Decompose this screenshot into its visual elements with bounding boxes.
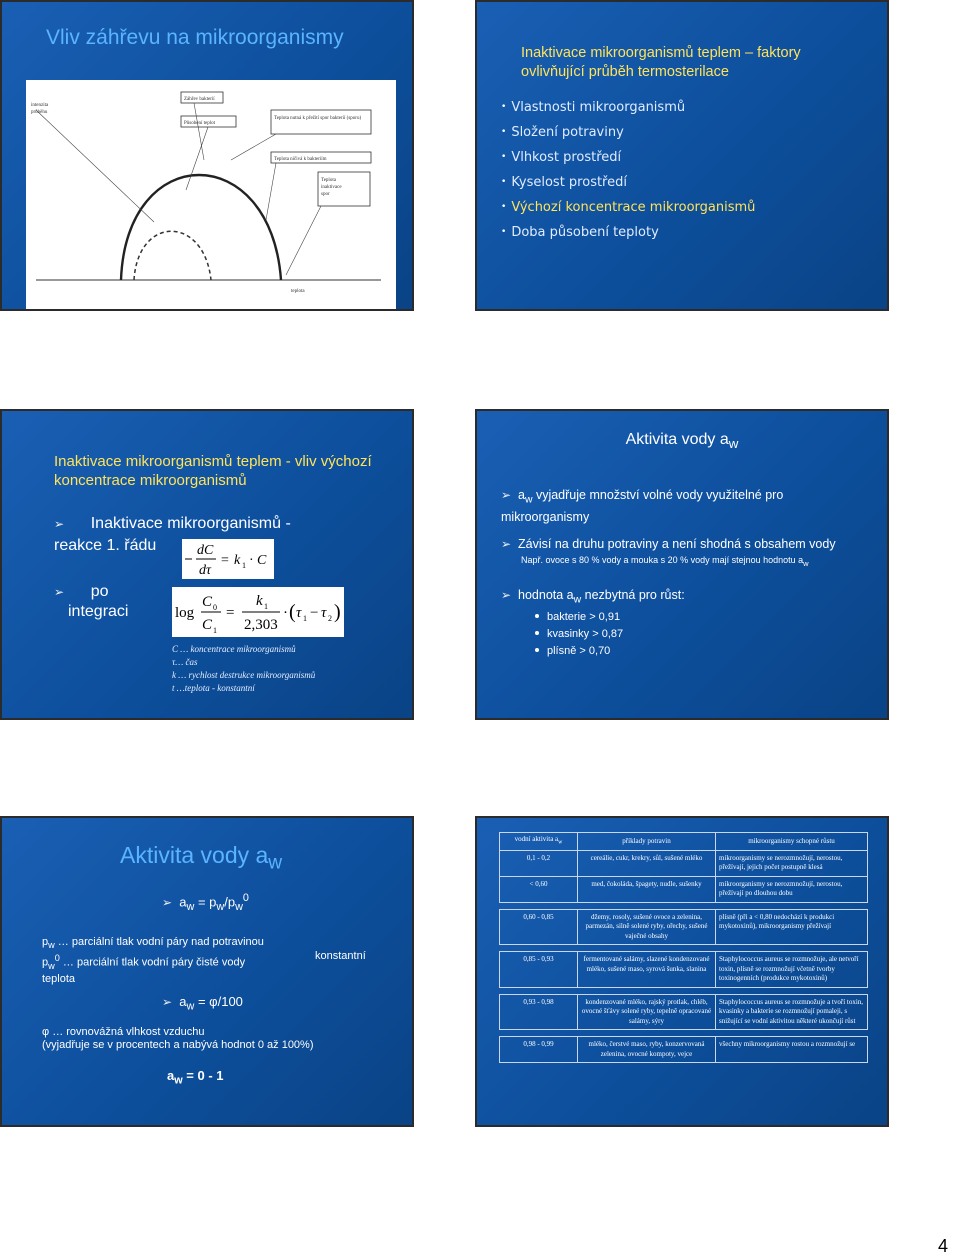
slide-zahrev bbox=[2, 2, 412, 309]
bullet-icon: • bbox=[501, 127, 507, 137]
header-water-activity: vodní aktivita $a_w$ bbox=[500, 833, 578, 851]
example-note: Např. ovoce s 80 % vody a mouka s 20 % vody mají stejnou hodnotu $a_w$ bbox=[521, 554, 809, 568]
page-number: 4 bbox=[938, 1236, 949, 1256]
svg-text:C: C bbox=[202, 617, 213, 633]
pressure-definitions bbox=[42, 936, 264, 986]
equation-integrated bbox=[172, 587, 344, 637]
legend-line: C … koncentrace mikroorganismů bbox=[172, 644, 296, 654]
header-microorganisms: mikroorganismy schopné růstu bbox=[716, 833, 868, 851]
table-row: 0,85 - 0,93 fermentované salámy, slazené kondenzované mléko, sušené maso, syrová šunka, slanina Staphylococcus aureus se rozmnožuje, ale netvoří toxin, plísně se rozmnožují včetně tvorby toxinogenních (produkce mykotoxinů) bbox=[500, 952, 868, 988]
point-depends: ➢ Závisí na druhu potraviny a není shodná s obsahem vody Např. ovoce s 80 % vody a mouka s 20 % vody mají stejnou hodnotu $a_w$ bbox=[501, 536, 871, 570]
fig-box5-line1: Teplota bbox=[321, 178, 336, 183]
svg-text:log: log bbox=[175, 605, 195, 621]
bullet-icon: • bbox=[501, 227, 507, 237]
bullet-icon: • bbox=[501, 177, 507, 187]
slide2-title: Inaktivace mikroorganismů teplem – faktory ovlivňující průběh termosterilace bbox=[521, 45, 801, 80]
slide-inaktivace bbox=[2, 411, 412, 718]
fig-box2: Působení teplot bbox=[184, 121, 215, 126]
arrow-bullet-icon: ➢ bbox=[501, 588, 512, 603]
table-row: 0,1 - 0,2 cereálie, cukr, krekry, sůl, sušené mléko mikroorganismy se nerozmnožují, nerostou, přežívají, jejich počet postupně klesá bbox=[500, 850, 868, 876]
table-header-row bbox=[500, 833, 868, 851]
formula-humidity: ➢ $a_w = \varphi/100$ bbox=[162, 994, 243, 1013]
fig-left-label-1: intenzita bbox=[31, 103, 49, 108]
temperature-figure bbox=[26, 80, 396, 309]
humidity-definition: φ … rovnovážná vlhkost vzduchu (vyjadřuje se v procentech a nabývá hodnot 0 až 100%) bbox=[42, 1026, 314, 1051]
outer-curve bbox=[121, 175, 281, 280]
threshold-yeasts: kvasinky > 0,87 bbox=[535, 626, 871, 643]
table-row: < 0,60 med, čokoláda, špagety, nudle, sušenky mikroorganismy se nerozmnožují, nerostou, přežívají po dlouhou dobu bbox=[500, 876, 868, 902]
svg-text:τ: τ bbox=[321, 605, 327, 621]
point-integrace-line2: integraci bbox=[68, 603, 129, 620]
legend-line: τ… čas bbox=[172, 657, 198, 667]
bullet-icon: • bbox=[501, 102, 507, 112]
table-row: 0,93 - 0,98 kondenzované mléko, rajský protlak, chléb, ovocné šťávy solené ryby, tepelně opracované salámy, sýry Staphylococcus aureus se rozmnožuje a tvoří toxin, kvasinky a bakterie se rozmnožují pomaleji, s snižující se vodní aktivitou některé ukončují růst bbox=[500, 994, 868, 1030]
list-item: • Kyselost prostředí bbox=[501, 175, 627, 190]
list-item: • Vlhkost prostředí bbox=[501, 150, 622, 165]
arrow-bullet-icon: ➢ bbox=[54, 585, 65, 599]
arrow-bullet-icon: ➢ bbox=[501, 536, 512, 551]
aw-range: $a_w = 0 - 1$ bbox=[167, 1068, 224, 1087]
definition-pw: $p_w$ … parciální tlak vodní páry nad potravinou bbox=[42, 936, 264, 951]
svg-text:2,303: 2,303 bbox=[244, 617, 278, 633]
slide1-title: Vliv záhřevu na mikroorganismy bbox=[46, 26, 344, 49]
threshold-molds: plísně > 0,70 bbox=[535, 643, 871, 660]
point-growth-threshold: ➢ hodnota $a_w$ nezbytná pro růst: bakterie > 0,91 kvasinky > 0,87 plísně > 0,70 bbox=[501, 587, 871, 660]
point-reakce: ➢ Inaktivace mikroorganismů - bbox=[54, 515, 291, 532]
slide4-body bbox=[501, 487, 871, 670]
arrow-bullet-icon: ➢ bbox=[501, 488, 512, 502]
slide4-title: Aktivita vody $a_w$ bbox=[625, 431, 739, 452]
slide-aktivita-vody-2 bbox=[2, 818, 412, 1125]
svg-text:1: 1 bbox=[303, 614, 307, 623]
slide3-title: Inaktivace mikroorganismů teplem - vliv výchozí koncentrace mikroorganismů bbox=[54, 453, 372, 489]
arrow-bullet-icon: ➢ bbox=[54, 517, 65, 531]
point-reakce-line2: reakce 1. řádu bbox=[54, 537, 157, 554]
list-item: • Vlastnosti mikroorganismů bbox=[501, 100, 686, 115]
svg-text:2: 2 bbox=[328, 614, 332, 623]
list-item-highlighted: • Výchozí koncentrace mikroorganismů bbox=[501, 200, 756, 215]
header-food-examples: příklady potravin bbox=[578, 833, 716, 851]
variable-legend bbox=[172, 643, 315, 695]
fig-box3: Teplota nutná k přežití spor bakterií (sporu) bbox=[274, 116, 362, 121]
table-row: 0,60 - 0,85 džemy, rosoly, sušené ovoce a zelenina, parmezán, silně solené ryby, ořechy, sušené vaječné obsahy plísně (při a < 0,80 nedochází k produkci mykotoxinů), mikroorganismy přežívají bbox=[500, 909, 868, 945]
equation-rate bbox=[182, 539, 274, 579]
svg-text:=: = bbox=[226, 605, 235, 621]
fig-x-label: teplota bbox=[291, 289, 305, 294]
fig-box5-line3: spor bbox=[321, 192, 330, 197]
temperature-diagram bbox=[26, 80, 396, 309]
list-item: • Složení potraviny bbox=[501, 125, 624, 140]
slide5-title: Aktivita vody $a_w$ bbox=[120, 842, 283, 874]
svg-text:dτ: dτ bbox=[199, 563, 212, 578]
svg-text:dC: dC bbox=[197, 543, 214, 558]
svg-text:−: − bbox=[310, 605, 319, 621]
svg-text:·: · bbox=[283, 605, 288, 621]
threshold-bacteria: bakterie > 0,91 bbox=[535, 609, 871, 626]
water-activity-table bbox=[499, 832, 868, 1063]
svg-text:τ: τ bbox=[296, 605, 302, 621]
svg-text:0: 0 bbox=[213, 603, 217, 612]
formula-pressure-ratio: ➢ $a_w = p_w/p_w^0$ bbox=[162, 892, 249, 913]
svg-text:C: C bbox=[257, 553, 267, 568]
factor-list bbox=[501, 95, 755, 245]
slide-faktory bbox=[477, 2, 887, 309]
svg-text:k: k bbox=[256, 593, 263, 609]
point-integrace: ➢ po bbox=[54, 583, 109, 600]
svg-text:C: C bbox=[202, 594, 213, 610]
legend-line: k … rychlost destrukce mikroorganismů bbox=[172, 670, 316, 680]
fig-left-label-2: průběhu bbox=[31, 110, 48, 115]
svg-text:): ) bbox=[334, 601, 341, 623]
slide-aw-table bbox=[477, 818, 887, 1125]
bullet-icon: • bbox=[501, 202, 507, 212]
inner-curve bbox=[134, 231, 211, 280]
bullet-icon: • bbox=[501, 152, 507, 162]
fig-box1: Záhřev bakterií bbox=[184, 97, 215, 102]
point-aw-definition: ➢ $a_w$ vyjadřuje množství volné vody využitelné pro mikroorganismy bbox=[501, 488, 784, 524]
definition-temperature: teplota bbox=[42, 973, 76, 986]
definition-pw0: $p_w^0$ … parciální tlak vodní páry čisté vody bbox=[42, 953, 246, 972]
fig-box4: Teplota ničivá k bakteriím bbox=[274, 157, 327, 162]
slide-aktivita-vody-1 bbox=[477, 411, 887, 718]
table-row: 0,98 - 0,99 mléko, čerstvé maso, ryby, konzervovaná zelenina, ovocné kompoty, vejce všechny mikroorganismy rostou a rozmnožují se bbox=[500, 1037, 868, 1063]
svg-text:1: 1 bbox=[264, 602, 268, 611]
dot-bullet-icon bbox=[535, 614, 539, 618]
fig-box5-line2: inaktivace bbox=[321, 185, 342, 190]
svg-text:1: 1 bbox=[242, 561, 246, 570]
svg-text:·: · bbox=[249, 553, 254, 568]
svg-text:1: 1 bbox=[213, 626, 217, 635]
constant-label: konstantní bbox=[315, 950, 366, 962]
arrow-bullet-icon: ➢ bbox=[162, 995, 173, 1009]
legend-line: t …teplota - konstantní bbox=[172, 683, 255, 693]
svg-text:k: k bbox=[234, 553, 241, 568]
arrow-bullet-icon: ➢ bbox=[162, 895, 173, 910]
dot-bullet-icon bbox=[535, 648, 539, 652]
svg-text:=: = bbox=[221, 553, 229, 568]
svg-text:(: ( bbox=[289, 601, 296, 623]
dot-bullet-icon bbox=[535, 631, 539, 635]
list-item: • Doba působení teploty bbox=[501, 225, 659, 240]
